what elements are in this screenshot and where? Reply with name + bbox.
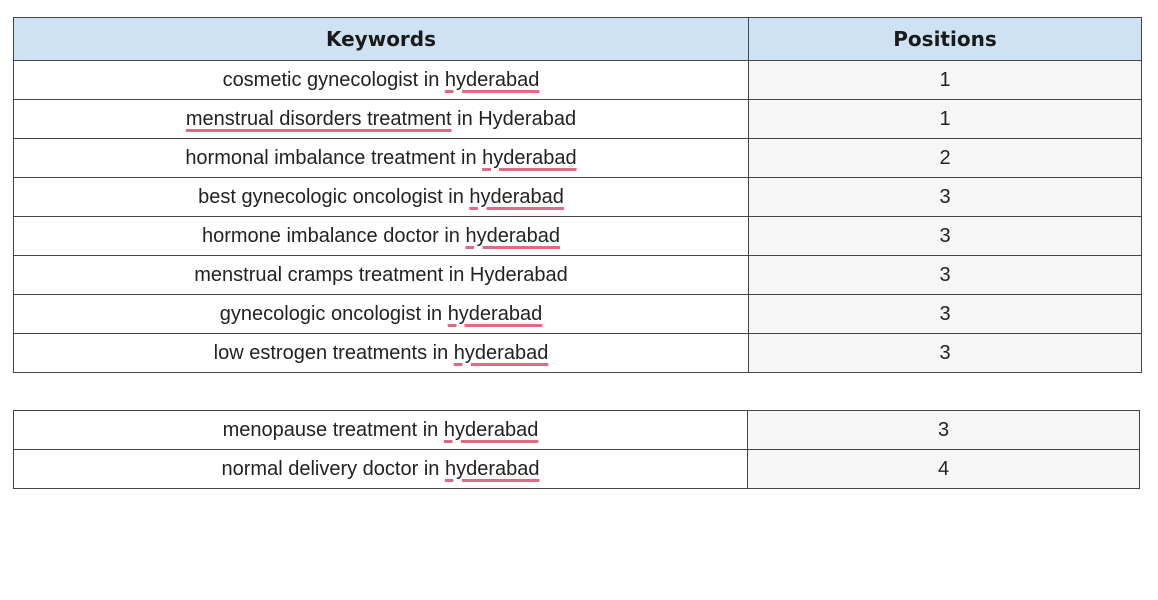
- table-row: [14, 450, 1140, 489]
- keyword-cell[interactable]: [14, 61, 749, 100]
- spellcheck-flagged-text: hyderabad: [469, 185, 564, 208]
- table-row: [14, 334, 1142, 373]
- table-row: [14, 217, 1142, 256]
- position-cell[interactable]: 3: [748, 411, 1140, 450]
- spellcheck-flagged-text: hyderabad: [482, 146, 577, 169]
- keyword-rankings-body-continued: [14, 411, 1140, 489]
- spellcheck-flagged-text: hyderabad: [443, 418, 539, 441]
- keyword-cell[interactable]: [14, 295, 749, 334]
- keyword-text: menopause treatment in: [222, 418, 444, 441]
- keyword-text: gynecologic oncologist in: [219, 302, 448, 325]
- table-row: [14, 411, 1140, 450]
- keywords-column-header: Keywords: [14, 18, 749, 61]
- keyword-cell[interactable]: [14, 217, 749, 256]
- keyword-cell[interactable]: [14, 178, 749, 217]
- keyword-text: cosmetic gynecologist in: [222, 68, 445, 91]
- spellcheck-flagged-text: hyderabad: [444, 457, 540, 480]
- keyword-cell[interactable]: [14, 100, 749, 139]
- table-row: [14, 295, 1142, 334]
- position-cell[interactable]: 4: [748, 450, 1140, 489]
- keyword-cell[interactable]: [14, 411, 748, 450]
- spellcheck-flagged-text: hyderabad: [447, 302, 543, 325]
- spellcheck-flagged-text: menstrual disorders treatment: [185, 107, 452, 130]
- keyword-text-tail: in Hyderabad: [451, 107, 577, 130]
- keyword-text: low estrogen treatments in: [213, 341, 454, 364]
- position-cell[interactable]: 1: [749, 100, 1142, 139]
- keyword-cell[interactable]: [14, 256, 749, 295]
- table-row: [14, 61, 1142, 100]
- position-cell[interactable]: 2: [749, 139, 1142, 178]
- position-cell[interactable]: 3: [749, 256, 1142, 295]
- position-cell[interactable]: 3: [749, 295, 1142, 334]
- keyword-text: normal delivery doctor in: [221, 457, 445, 480]
- position-cell[interactable]: 3: [749, 217, 1142, 256]
- keyword-rankings-body: [14, 61, 1142, 373]
- position-cell[interactable]: 1: [749, 61, 1142, 100]
- keyword-rankings-table-continued: [13, 410, 1140, 489]
- spellcheck-flagged-text: hyderabad: [453, 341, 549, 364]
- position-cell[interactable]: 3: [749, 178, 1142, 217]
- keyword-cell[interactable]: [14, 139, 749, 178]
- keyword-text: menstrual cramps treatment in Hyderabad: [194, 263, 568, 286]
- table-header-row: [14, 18, 1142, 61]
- position-cell[interactable]: 3: [749, 334, 1142, 373]
- table-row: [14, 139, 1142, 178]
- keyword-text: best gynecologic oncologist in: [198, 185, 470, 208]
- spellcheck-flagged-text: hyderabad: [444, 68, 540, 91]
- keyword-rankings-table: [13, 17, 1142, 373]
- keyword-text: hormone imbalance doctor in: [201, 224, 466, 247]
- table-row: [14, 178, 1142, 217]
- table-row: [14, 100, 1142, 139]
- keyword-cell[interactable]: [14, 450, 748, 489]
- keyword-text: hormonal imbalance treatment in: [185, 146, 483, 169]
- keyword-cell[interactable]: [14, 334, 749, 373]
- table-row: [14, 256, 1142, 295]
- positions-column-header: Positions: [749, 18, 1142, 61]
- spellcheck-flagged-text: hyderabad: [465, 224, 560, 247]
